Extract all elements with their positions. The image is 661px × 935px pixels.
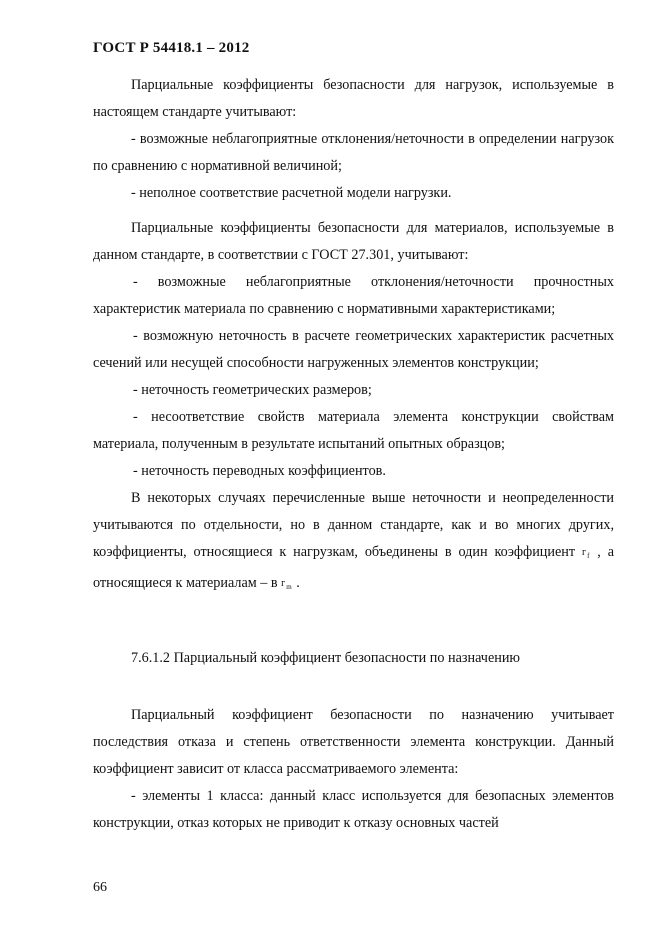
section-heading: 7.6.1.2 Парциальный коэффициент безопасности по назначению <box>131 650 521 666</box>
list-item-load-model: - неполное соответствие расчетной модели нагрузки. <box>131 185 452 201</box>
list-item-conversion-inaccuracy: - неточность переводных коэффициентов. <box>133 463 386 479</box>
list-item-material-mismatch: - несоответствие свойств материала элемента конструкции свойствам материала, полученным в результате испытаний опытных образцов; <box>93 409 614 452</box>
paragraph-text-part: В некоторых случаях перечисленные выше неточности и неопределенности учитываются по отдельности, но в данном стандарте, как и во многих других, коэффициенты, относящиеся к нагрузкам, объединены в один коэффициент <box>93 490 614 560</box>
gamma-m-symbol: $г_m$ <box>281 578 293 591</box>
list-item-geometry-inaccuracy: - неточность геометрических размеров; <box>133 382 372 398</box>
list-item-calculation-inaccuracy: - возможную неточность в расчете геометрических характеристик расчетных сечений или несущей способности нагруженных элементов конструкции; <box>93 328 614 371</box>
page-number: 66 <box>93 880 107 895</box>
page-body <box>93 72 614 837</box>
list-item-load-deviations: - возможные неблагоприятные отклонения/неточности в определении нагрузок по сравнению с нормативной величиной; <box>93 131 614 174</box>
paragraph-combined-coefficients <box>93 485 614 601</box>
gamma-f-symbol: $г_f$ <box>581 547 591 560</box>
list-item-class-1: - элементы 1 класса: данный класс используется для безопасных элементов конструкции, отказ которых не приводит к отказу основных частей <box>93 788 614 831</box>
paragraph-text-part: . <box>292 575 300 591</box>
paragraph-load-factors-intro: Парциальные коэффициенты безопасности для нагрузок, используемые в настоящем стандарте учитывают: <box>93 77 614 120</box>
document-header: ГОСТ Р 54418.1 – 2012 <box>93 40 250 56</box>
paragraph-material-factors-intro: Парциальные коэффициенты безопасности для материалов, используемые в данном стандарте, в соответствии с ГОСТ 27.301, учитывают: <box>93 220 614 263</box>
list-item-strength-deviations: - возможные неблагоприятные отклонения/неточности прочностных характеристик материала по сравнению с нормативными характеристиками; <box>93 274 614 317</box>
paragraph-purpose-factor: Парциальный коэффициент безопасности по назначению учитывает последствия отказа и степень ответственности элемента конструкции. Данный коэффициент зависит от класса рассматриваемого элемента: <box>93 707 614 777</box>
paragraph-text-part: , а относящиеся к материалам – в <box>93 544 614 591</box>
